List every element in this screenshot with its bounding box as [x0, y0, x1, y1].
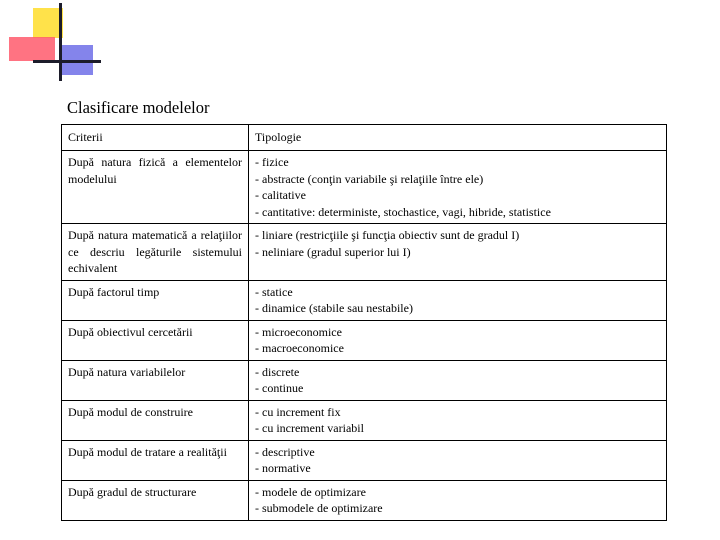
- typology-cell: [249, 480, 667, 520]
- logo-red-square: [9, 37, 55, 61]
- typology-cell: [249, 360, 667, 400]
- table-row: [62, 440, 667, 480]
- typology-item: - descriptive: [255, 444, 315, 459]
- typology-item: - modele de optimizare: [255, 484, 366, 499]
- table-row: [62, 320, 667, 360]
- typology-item: - cu increment variabil: [255, 421, 364, 435]
- criterion-cell: După modul de construire: [62, 400, 249, 440]
- criterion-cell: După gradul de structurare: [62, 480, 249, 520]
- typology-item: - macroeconomice: [255, 341, 344, 355]
- table-header-row: [62, 125, 667, 151]
- table-row: [62, 480, 667, 520]
- table-row: [62, 360, 667, 400]
- typology-item: - liniare (restricţiile şi funcţia obiectiv sunt de gradul I): [255, 228, 520, 242]
- page-title: Clasificare modelelor: [67, 98, 210, 117]
- criterion-cell: După natura fizică a elementelor modelului: [62, 151, 249, 224]
- logo-horizontal-line: [33, 60, 101, 63]
- typology-item: - cu increment fix: [255, 404, 341, 419]
- typology-item: - fizice: [255, 155, 289, 169]
- table-row: [62, 280, 667, 320]
- header-typology: Tipologie: [249, 125, 667, 151]
- criterion-cell: După obiectivul cercetării: [62, 320, 249, 360]
- typology-cell: [249, 224, 667, 281]
- typology-item: - submodele de optimizare: [255, 501, 383, 515]
- typology-cell: [249, 320, 667, 360]
- classification-table: [61, 124, 667, 521]
- criterion-cell: După natura matematică a relaţiilor ce descriu legăturile sistemului echivalent: [62, 224, 249, 281]
- typology-item: - neliniare (gradul superior lui I): [255, 244, 411, 259]
- typology-cell: [249, 151, 667, 224]
- slide-logo: [0, 0, 110, 90]
- typology-item: - statice: [255, 284, 293, 299]
- typology-item: - normative: [255, 461, 311, 475]
- criterion-cell: După factorul timp: [62, 280, 249, 320]
- table-row: [62, 224, 667, 281]
- table-row: [62, 151, 667, 224]
- typology-cell: [249, 400, 667, 440]
- header-criteria: Criterii: [62, 125, 249, 151]
- typology-item: - abstracte (conţin variabile şi relaţiile între ele): [255, 171, 484, 186]
- typology-item: - continue: [255, 381, 304, 395]
- typology-item: - calitative: [255, 188, 306, 202]
- logo-vertical-line: [59, 3, 62, 81]
- typology-item: - microeconomice: [255, 324, 342, 339]
- typology-item: - dinamice (stabile sau nestabile): [255, 301, 413, 315]
- typology-item: - discrete: [255, 364, 300, 379]
- table-row: [62, 400, 667, 440]
- typology-cell: [249, 280, 667, 320]
- table-body: [62, 151, 667, 521]
- typology-item: - cantitative: deterministe, stochastice, vagi, hibride, statistice: [255, 204, 551, 219]
- criterion-cell: După modul de tratare a realităţii: [62, 440, 249, 480]
- criterion-cell: După natura variabilelor: [62, 360, 249, 400]
- typology-cell: [249, 440, 667, 480]
